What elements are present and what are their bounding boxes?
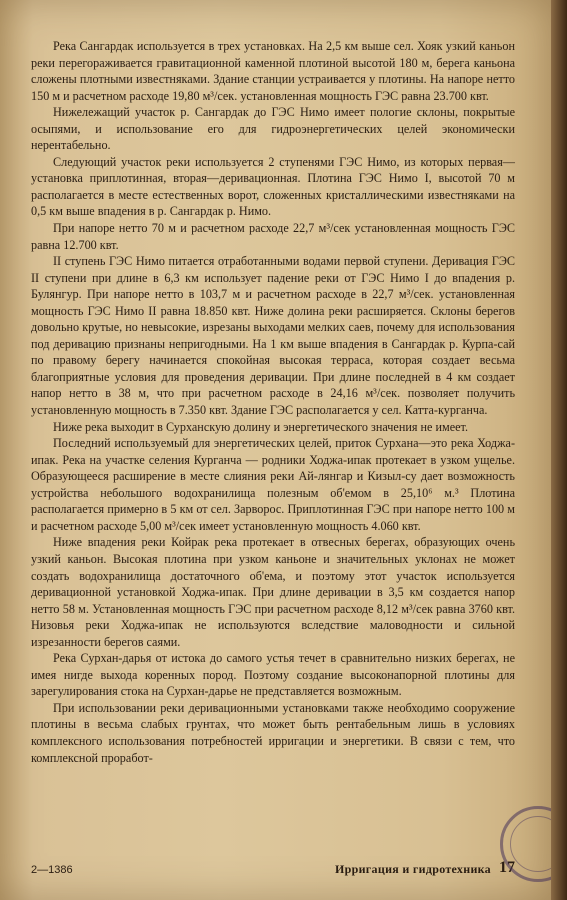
paragraph: Ниже впадения реки Койрак река протекает в отвесных берегах, образующих очень узкий каньон. Высокая плотина при узком каньоне и значительных уклонах не может создать водохранилища достаточного об'ема, и поэтому этот участок используется деривационной установкой Ходжа-ипак. При длине деривации в 3,5 км создается напор нетто 58 м. Установленная мощность ГЭС при расчетном расходе 8,12 м³/сек равна 3760 квт. Низовья реки Ходжа-ипак не используются вследствие маловодности и сильной изрезанности берегов саями. — [31, 535, 515, 649]
printer-signature: 2—1386 — [31, 864, 73, 876]
running-title: Ирригация и гидротехника — [335, 862, 491, 876]
paragraph: При напоре нетто 70 м и расчетном расходе 22,7 м³/сек установленная мощность ГЭС равна 12.700 квт. — [31, 221, 515, 252]
paragraph: Нижележащий участок р. Сангардак до ГЭС Нимо имеет пологие склоны, покрытые осыпями, и использование его для гидроэнергетических целей экономически нерентабельно. — [31, 105, 515, 153]
paragraph: Река Сангардак используется в трех установках. На 2,5 км выше сел. Хояк узкий каньон реки перегораживается гравитационной каменной плотиной высотой 180 м, берега каньона сложены плотными известняками. Здание станции устраивается у плотины. На напоре нетто 150 м и расчетном расходе 19,80 м³/сек. установленная мощность ГЭС равна 23.700 квт. — [31, 39, 515, 103]
paragraph: При использовании реки деривационными установками также необходимо сооружение плотины в весьма слабых грунтах, что может быть рентабельным лишь в условиях комплексного использования потребностей ирригации и энергетики. В связи с тем, что комплексной проработ- — [31, 700, 515, 765]
paragraph: Ниже река выходит в Сурханскую долину и энергетического значения не имеет. — [53, 419, 469, 434]
body-text — [31, 38, 515, 766]
page-number: 17 — [499, 859, 515, 876]
page-footer — [31, 859, 515, 880]
book-spine — [551, 0, 567, 900]
paragraph: II ступень ГЭС Нимо питается отработанными водами первой ступени. Деривация ГЭС II ступени при длине в 6,3 км использует падение реки от ГЭС Нимо I до впадения р. Булянгур. При напоре нетто в 103,7 м и расчетном расходе в 22,7 м³/сек. установленная мощность ГЭС Нимо II равна 18.850 квт. Ниже долина реки расширяется. Склоны берегов довольно крутые, но невысокие, изрезаны выходами мелких саев, почему для использования под деривацию признаны непригодными. На 1 км выше впадения в Сангардак р. Курпа-сай по правому берегу начинается спокойная высокая терраса, которая создает весьма благоприятные условия для проведения деривации. При длине последней в 4 км создает напор нетто в 38 м, что при расчетном расходе в 24,16 м³/сек. позволяет получить установленную мощность в 7.350 квт. Здание ГЭС располагается у сел. Катта-курганча. — [31, 254, 515, 418]
paragraph: Следующий участок реки используется 2 ступенями ГЭС Нимо, из которых первая—установка приплотинная, вторая—деривационная. Плотина ГЭС Нимо I, высотой 70 м располагается в месте естественных ворот, сложенных кристаллическими известняками на 0,5 км выше впадения в р. Сангардак р. Нимо. — [31, 154, 515, 219]
paragraph: Река Сурхан-дарья от истока до самого устья течет в сравнительно низких берегах, не имея нигде выхода коренных пород. Поэтому создание высоконапорной плотины для зарегулирования стока на Сурхан-дарье не представляется возможным. — [31, 651, 515, 699]
paragraph: Последний используемый для энергетических целей, приток Сурхана—это река Ходжа-ипак. Река на участке селения Курганча — родники Ходжа-ипак протекает в узком ущелье. Образующееся расширение в месте слияния реки Ай-лянгар и Кизыл-су дает возможность устройства небольшого водохранилища полезным об'емом в 25,10⁶ м.³ Плотина располагается примерно в 5 км от сел. Зарворос. Приплотинная ГЭС при напоре нетто 100 м и расчетном расходе 5,00 м³/сек имеет установленную мощность 4.060 квт. — [31, 436, 515, 533]
